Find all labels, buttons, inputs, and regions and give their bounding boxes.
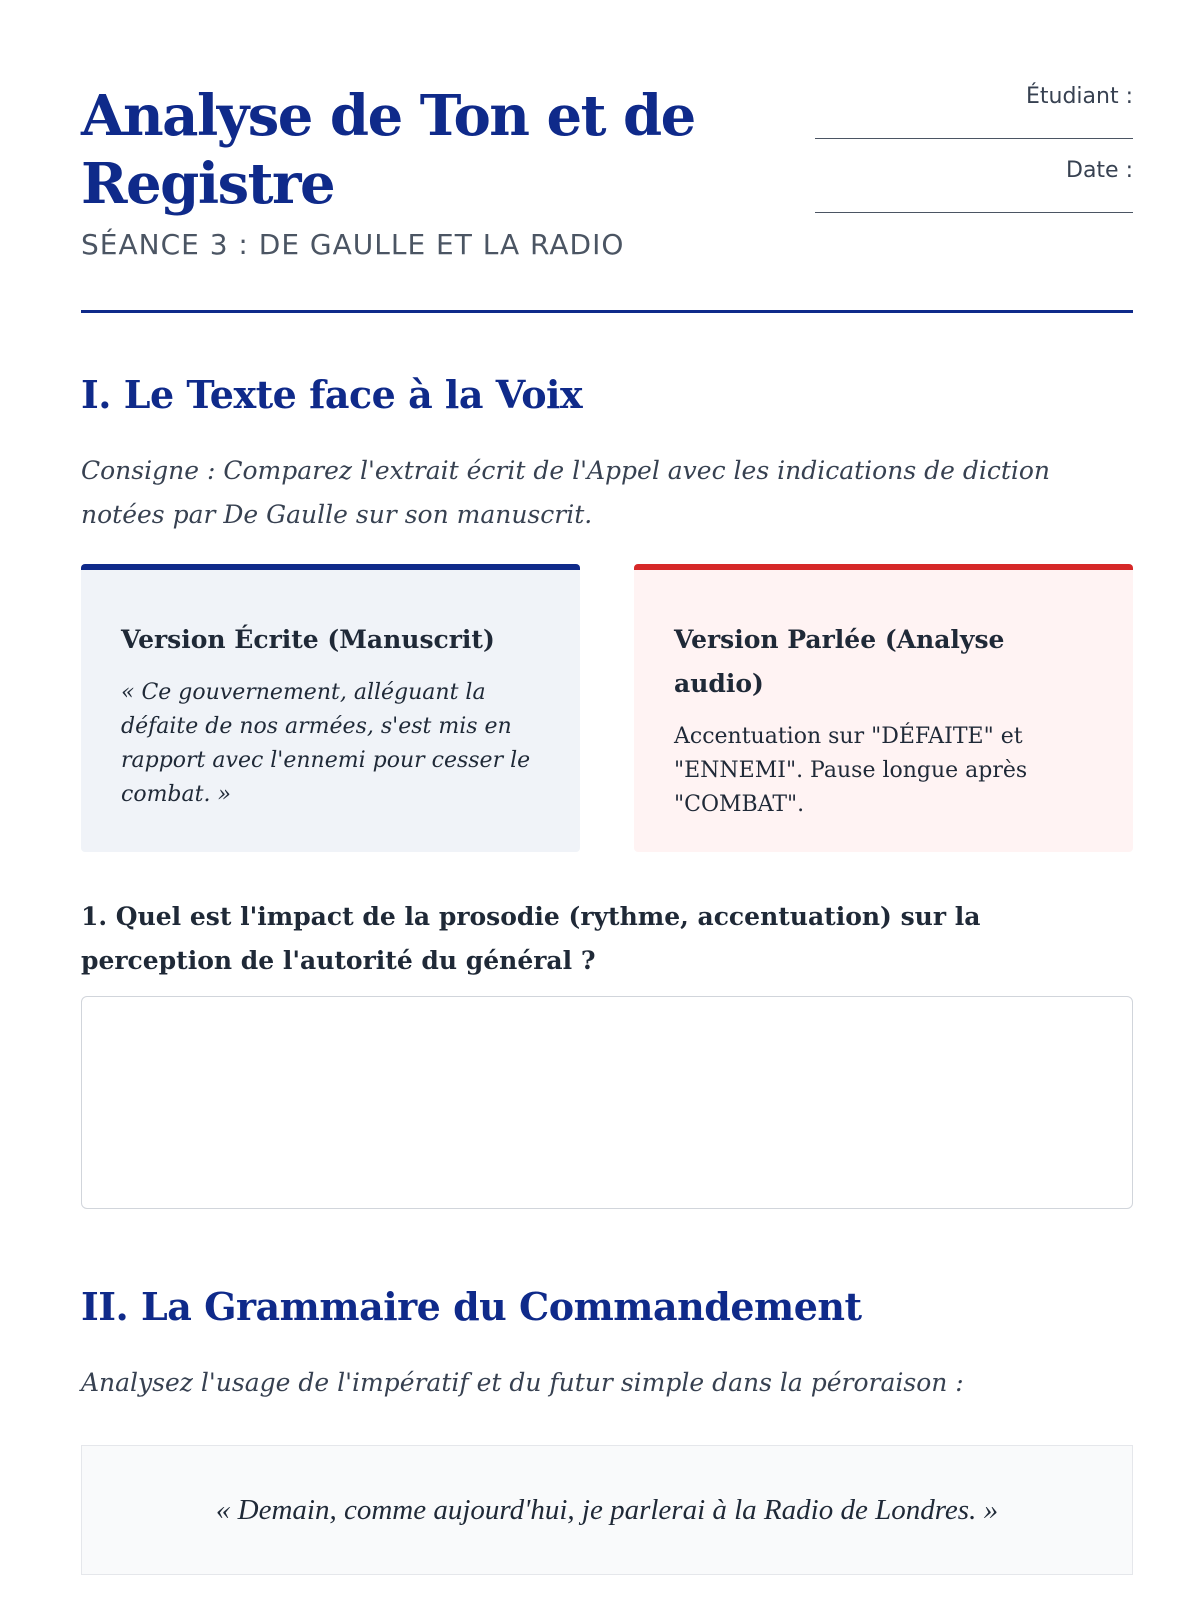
- date-label: Date :: [1066, 158, 1133, 183]
- quote-text: « Demain, comme aujourd'hui, je parlerai à la Radio de Londres. »: [215, 1493, 999, 1526]
- student-label: Étudiant :: [1025, 84, 1133, 109]
- page-subtitle: SÉANCE 3 : DE GAULLE ET LA RADIO: [81, 228, 625, 261]
- section-1-title: I. Le Texte face à la Voix: [81, 372, 583, 417]
- date-field[interactable]: [815, 154, 1133, 228]
- header-divider: [81, 310, 1133, 313]
- student-field[interactable]: [815, 80, 1133, 154]
- spoken-version-card: [634, 564, 1133, 852]
- quote-box: [81, 1445, 1133, 1575]
- date-line: [815, 212, 1133, 213]
- written-version-title: Version Écrite (Manuscrit): [121, 625, 495, 654]
- section-2-instruction: Analysez l'usage de l'impératif et du futur simple dans la péroraison :: [81, 1368, 964, 1397]
- section-2-title: II. La Grammaire du Commandement: [81, 1284, 862, 1329]
- written-version-card: [81, 564, 580, 852]
- spoken-version-title: Version Parlée (Analyse audio): [674, 625, 1005, 698]
- worksheet-header: [81, 0, 1133, 312]
- comparison-cards: [81, 564, 1133, 852]
- student-meta: [815, 80, 1133, 228]
- answer-box-1[interactable]: [81, 996, 1133, 1209]
- question-1: 1. Quel est l'impact de la prosodie (rythme, accentuation) sur la perception de l'autorité du général ?: [81, 902, 981, 975]
- spoken-version-text: Accentuation sur "DÉFAITE" et "ENNEMI". Pause longue après "COMBAT".: [674, 724, 1028, 817]
- written-version-text: « Ce gouvernement, alléguant la défaite de nos armées, s'est mis en rapport avec l'ennemi pour cesser le combat. »: [121, 680, 531, 807]
- worksheet-page: [81, 0, 1133, 1526]
- section-1-instruction: Consigne : Comparez l'extrait écrit de l'Appel avec les indications de diction notées par De Gaulle sur son manuscrit.: [81, 456, 1051, 529]
- student-line: [815, 138, 1133, 139]
- page-title: Analyse de Ton et de Registre: [81, 83, 695, 217]
